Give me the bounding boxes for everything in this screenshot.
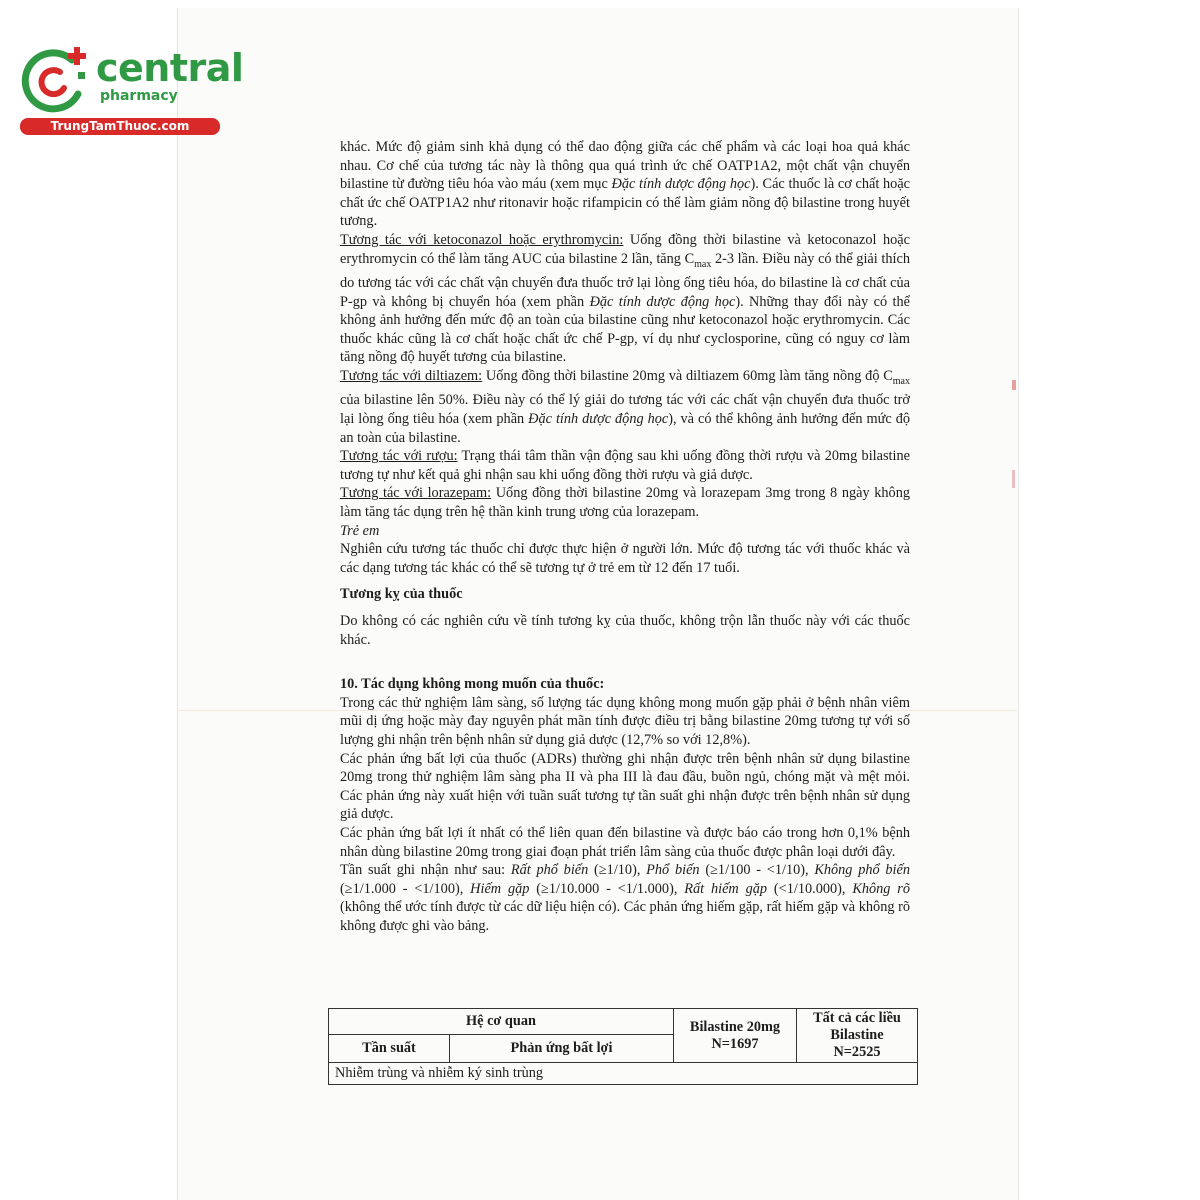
table-header-organ-system: Hệ cơ quan	[329, 1009, 674, 1035]
paragraph: Nghiên cứu tương tác thuốc chỉ được thực hiện ở người lớn. Mức độ tương tác với thuốc khác và các dạng tương tác khác có thể sẽ tương tự ở trẻ em từ 12 đến 17 tuổi.	[340, 541, 910, 576]
paragraph: Các phản ứng bất lợi ít nhất có thể liên quan đến bilastine và được báo cáo trong hơn 0,1% bệnh nhân dùng bilastine 20mg trong giai đoạn phát triển lâm sàng của thuốc được phân loại dưới đây.	[340, 824, 910, 860]
central-pharmacy-logo	[10, 36, 244, 136]
logo-website: TrungTamThuoc.com	[20, 118, 220, 135]
paragraph: khác. Mức độ giảm sinh khả dụng có thể dao động giữa các chế phẩm và các loại hoa quả khác nhau. Cơ chế của tương tác này là thông qua quá trình ức chế OATP1A2, một chất vận chuyển bilastine từ đường tiêu hóa vào máu (xem mục Đặc tính dược động học). Các thuốc là cơ chất hoặc chất ức chế OATP1A2 như ritonavir hoặc rifampicin có thể làm giảm nồng độ bilastine trong huyết tương.	[340, 139, 911, 230]
scan-mark	[1012, 380, 1016, 390]
paragraph: Trong các thử nghiệm lâm sàng, số lượng tác dụng không mong muốn gặp phải ở bệnh nhân viêm mũi dị ứng hoặc mày đay nguyên phát mãn tính được điều trị bằng bilastine 20mg tương tự với số lượng ghi nhận trên bệnh nhân sử dụng giả dược (12,7% so với 12,8%).	[340, 694, 910, 748]
table-header-reaction: Phản ứng bất lợi	[450, 1035, 674, 1063]
subheading: Trẻ em	[340, 522, 380, 539]
paragraph: Do không có các nghiên cứu về tính tương kỵ của thuốc, không trộn lẫn thuốc này với các thuốc khác.	[340, 612, 910, 648]
paragraph: Tần suất ghi nhận như sau: Rất phổ biến (≥1/10), Phổ biến (≥1/100 - <1/10), Không phổ biến (≥1/1.000 - <1/100), Hiếm gặp (≥1/10.000 - <1/1.000), Rất hiếm gặp (<1/10.000), Không rõ (không thể ước tính được từ các dữ liệu hiện có). Các phản ứng hiếm gặp, rất hiếm gặp và không rõ không được ghi vào bảng.	[340, 862, 911, 934]
scan-mark	[1012, 470, 1015, 488]
logo-subtitle: pharmacy	[100, 88, 178, 104]
paragraph: Tương tác với ketoconazol hoặc erythromycin: Uống đồng thời bilastine và ketoconazol hoặc erythromycin có thể làm tăng AUC của bilastine 2 lần, tăng $C_{max}$ 2-3 lần. Điều này có thể giải thích do tương tác với các chất vận chuyển đưa thuốc trở lại lòng ống tiêu hóa, do bilastine là cơ chất của P-gp và không bị chuyển hóa (xem phần Đặc tính dược động học). Những thay đổi này có thể không ảnh hưởng đến mức độ an toàn của bilastine cũng như ketoconazol hoặc erythromycin. Các thuốc khác cũng là cơ chất hoặc chất ức chế P-gp, ví dụ như cyclosporine, cũng có nguy cơ làm tăng nồng độ huyết tương của bilastine.	[340, 231, 910, 366]
table-header-all-doses: Tất cả các liều Bilastine N=2525	[797, 1009, 918, 1063]
pharmacy-cross-icon	[20, 44, 92, 114]
paragraph: Tương tác với rượu: Trạng thái tâm thần vận động sau khi uống đồng thời rượu và 20mg bilastine tương tự như kết quả ghi nhận sau khi uống đồng thời rượu và giả dược.	[340, 448, 910, 483]
table-row: Nhiễm trùng và nhiễm ký sinh trùng	[329, 1063, 918, 1085]
section-heading: 10. Tác dụng không mong muốn của thuốc:	[340, 676, 605, 693]
document-body	[340, 138, 910, 935]
heading: Tương kỵ của thuốc	[340, 586, 463, 603]
logo-brand-name: central	[96, 46, 244, 90]
table-header-bilastine-20mg: Bilastine 20mg N=1697	[674, 1009, 797, 1063]
adverse-reactions-table	[328, 1008, 918, 1085]
paragraph: Tương tác với diltiazem: Uống đồng thời bilastine 20mg và diltiazem 60mg làm tăng nồng độ $C_{max}$ của bilastine lên 50%. Điều này có thể lý giải do tương tác với các chất vận chuyển đưa thuốc trở lại lòng ống tiêu hóa (xem phần Đặc tính dược động học), và có thể không ảnh hưởng đến mức độ an toàn của bilastine.	[340, 367, 910, 446]
paragraph: Tương tác với lorazepam: Uống đồng thời bilastine 20mg và lorazepam 3mg trong 8 ngày không làm tăng tác dụng trên hệ thần kinh trung ương của lorazepam.	[340, 485, 910, 520]
table-header-frequency: Tần suất	[329, 1035, 450, 1063]
paragraph: Các phản ứng bất lợi của thuốc (ADRs) thường ghi nhận được trên bệnh nhân sử dụng bilastine 20mg trong thử nghiệm lâm sàng pha II và pha III là đau đầu, buồn ngủ, chóng mặt và mệt mỏi. Các phản ứng này xuất hiện với tuần suất tương tự tần suất ghi nhận được trên bệnh nhân sử dụng giả dược.	[340, 750, 910, 823]
